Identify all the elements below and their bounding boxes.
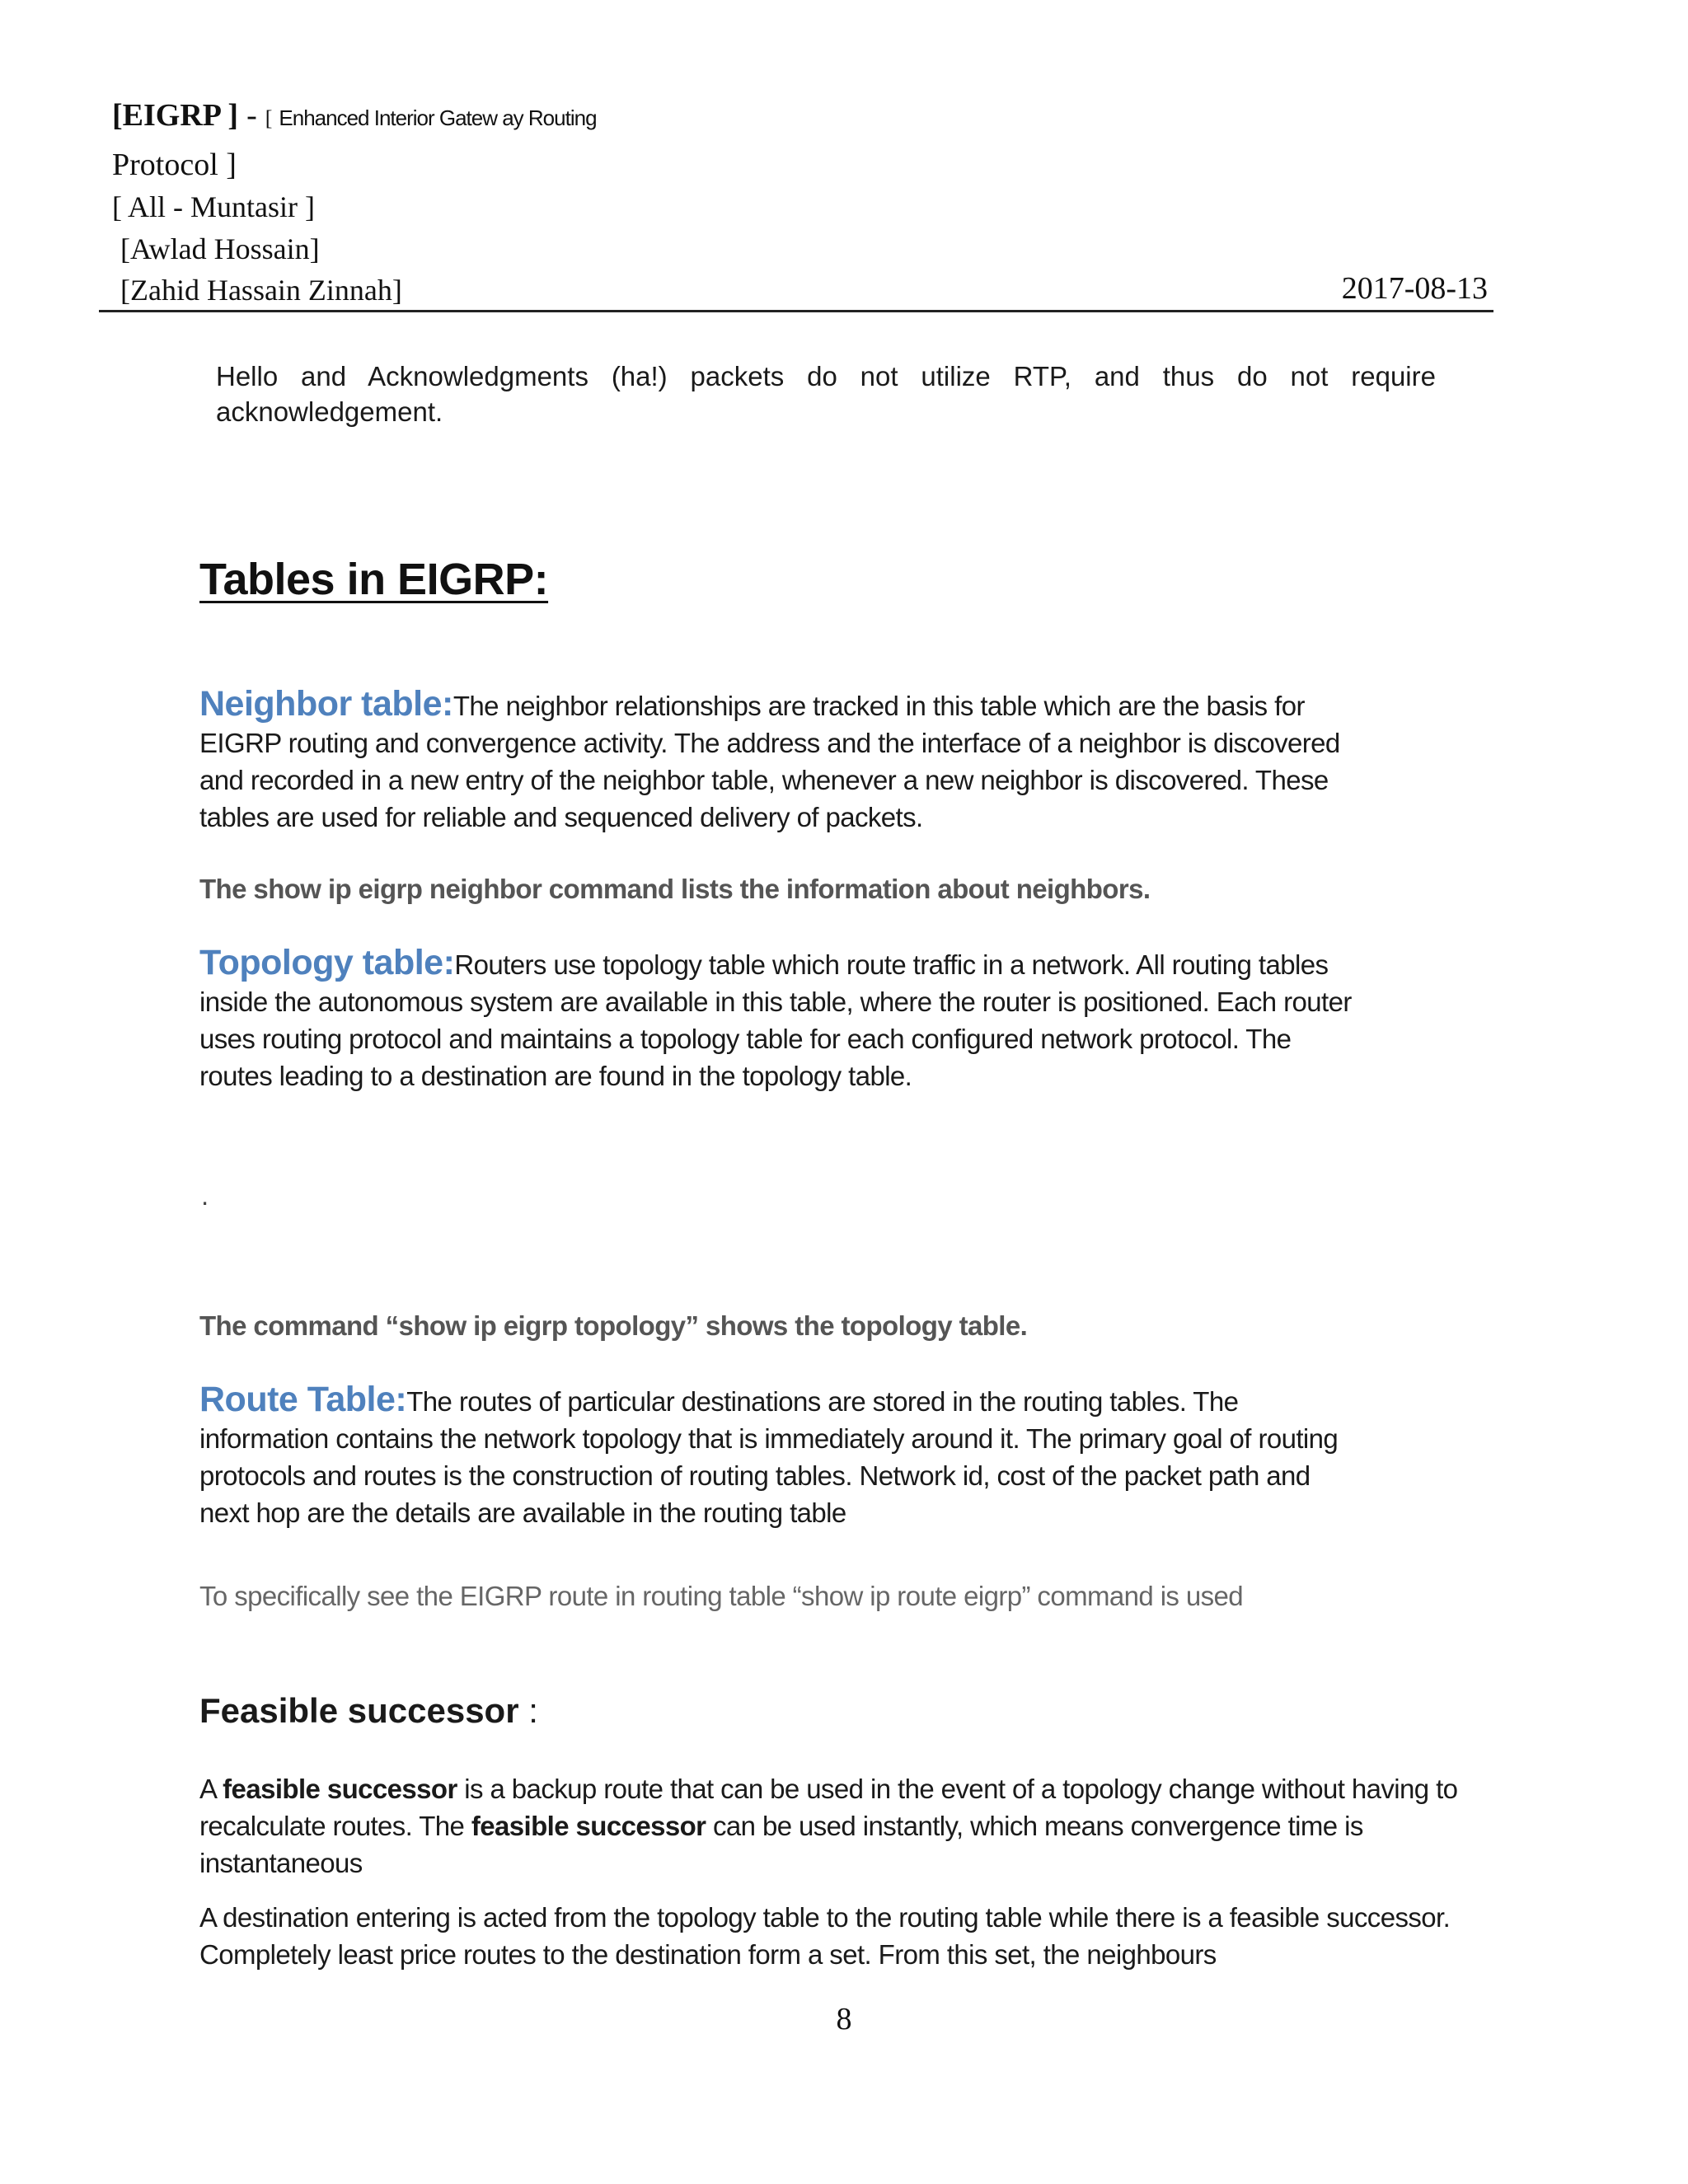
header-date: 2017-08-13 [1341,271,1488,306]
neighbor-command-note: The show ip eigrp neighbor command lists the information about neighbors. [199,874,1151,904]
stray-dot: . [201,1180,209,1211]
feasible-p1-d: feasible successor [471,1811,706,1841]
feasible-successor-heading [199,1691,538,1731]
feasible-paragraph-1 [199,1770,1502,1882]
header-title-line [112,97,597,134]
feasible-p1-a: A [199,1774,223,1804]
topology-command-note: The command “show ip eigrp topology” shows the topology table. [199,1310,1028,1341]
header-dash: - [246,98,257,133]
route-command-note: To specifically see the EIGRP route in routing table “show ip route eigrp” command is used [199,1581,1244,1611]
header-title: [EIGRP ] [112,98,239,133]
header-protocol-line: Protocol ] [112,148,237,182]
topology-table-section [199,944,1353,1094]
section-title: Tables in EIGRP: [199,555,549,604]
feasible-p1-b: feasible successor [223,1774,457,1804]
header-author-3: [Zahid Hassain Zinnah] [120,274,402,307]
feasible-heading-suffix: : [518,1691,538,1730]
feasible-p1-e: can be used instantly, which means convergence time is instantaneous [199,1811,1363,1878]
header-subtitle: Enhanced Interior Gatew ay Routing [279,105,597,130]
feasible-paragraph-2: A destination entering is acted from the topology table to the routing table while there is a feasible successor. Completely least price routes to the destination form a set. From this set, the neighbours [199,1902,1451,1970]
neighbor-table-section [199,686,1353,836]
route-table-text: The routes of particular destinations are stored in the routing tables. The information contains the network topology that is immediately around it. The primary goal of routing protocols and routes is the construction of routing tables. Network id, cost of the packet path and next hop are the details are available in the routing table [199,1386,1339,1528]
feasible-heading-text: Feasible successor [199,1691,519,1730]
neighbor-table-heading: Neighbor table: [199,684,453,724]
neighbor-table-text: The neighbor relationships are tracked in this table which are the basis for EIGRP routing and convergence activity. The address and the interface of a neighbor is discovered and recorded in a new entry of the neighbor table, whenever a new neighbor is discovered. These tables are used for reliable and sequenced delivery of packets. [199,691,1340,832]
header-bracket: [ [265,106,273,130]
page-number: 8 [836,2002,852,2036]
topology-table-text: Routers use topology table which route traffic in a network. All routing tables inside the autonomous system are available in this table, where the router is positioned. Each router uses routing protocol and maintains a topology table for each configured network protocol. The routes leading to a destination are found in the topology table. [199,949,1352,1091]
header-author-2: [Awlad Hossain] [120,232,320,265]
header-divider [99,310,1493,312]
intro-paragraph: Hello and Acknowledgments (ha!) packets do not utilize RTP, and thus do not require acknowledgement. [216,361,1436,427]
topology-table-heading: Topology table: [199,943,455,982]
feasible-p1-c: is a backup route that can be used in the event of a topology change without having to recalculate routes. The [199,1774,1458,1841]
header-author-1: [ All - Muntasir ] [112,190,315,223]
route-table-heading: Route Table: [199,1380,407,1419]
route-table-section [199,1381,1353,1531]
